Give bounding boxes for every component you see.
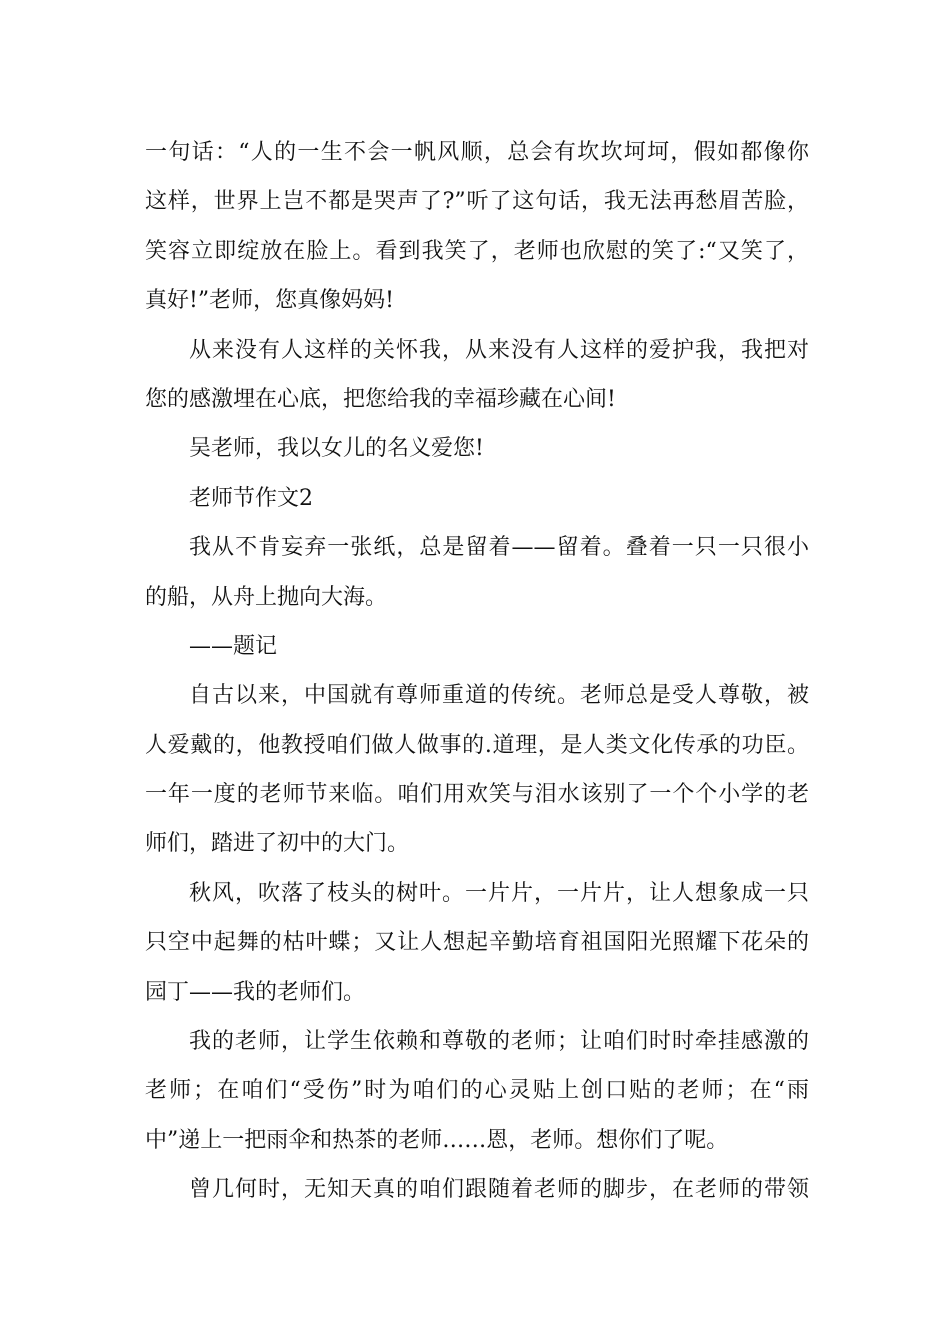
text-line: 我的老师，让学生依赖和尊敬的老师；让咱们时时牵挂感激的: [189, 1029, 809, 1055]
text-line: 只空中起舞的枯叶蝶；又让人想起辛勤培育祖国阳光照耀下花朵的: [145, 930, 809, 956]
section-title: [145, 474, 809, 523]
text-line: 一句话：“人的一生不会一帆风顺，总会有坎坎坷坷，假如都像你: [145, 140, 809, 165]
paragraph: [145, 424, 809, 473]
text-line: 笑容立即绽放在脸上。看到我笑了，老师也欣慰的笑了:“又笑了，: [145, 238, 809, 264]
text-line: 吴老师，我以女儿的名义爱您!: [189, 436, 484, 462]
text-line: 您的感激埋在心底，把您给我的幸福珍藏在心间!: [145, 386, 616, 412]
text-line: 老师节作文2: [189, 485, 313, 511]
epigraph-attribution: [145, 622, 809, 671]
paragraph: [145, 128, 809, 326]
paragraph: [145, 671, 809, 869]
text-line: 老师；在咱们“受伤”时为咱们的心灵贴上创口贴的老师；在“雨: [145, 1078, 809, 1104]
text-line: 秋风，吹落了枝头的树叶。一片片，一片片，让人想象成一只: [189, 880, 809, 906]
text-line: 园丁——我的老师们。: [145, 979, 366, 1005]
text-line: ——题记: [189, 633, 278, 659]
text-line: 曾几何时，无知天真的咱们跟随着老师的脚步，在老师的带领: [189, 1177, 809, 1203]
paragraph: [145, 523, 809, 622]
text-line: 从来没有人这样的关怀我，从来没有人这样的爱护我，我把对: [189, 337, 809, 363]
text-line: 人爱戴的，他教授咱们做人做事的.道理，是人类文化传承的功臣。: [145, 732, 809, 758]
paragraph: [145, 1017, 809, 1165]
text-line: 自古以来，中国就有尊师重道的传统。老师总是受人尊敬，被: [189, 683, 809, 709]
text-line: 中”递上一把雨伞和热茶的老师……恩，老师。想你们了呢。: [145, 1127, 729, 1153]
text-line: 的船，从舟上抛向大海。: [145, 584, 388, 610]
paragraph: [145, 326, 809, 425]
text-line: 我从不肯妄弃一张纸，总是留着——留着。叠着一只一只很小: [189, 535, 809, 561]
text-line: 真好!”老师，您真像妈妈!: [145, 288, 394, 314]
text-line: 师们，踏进了初中的大门。: [145, 831, 410, 857]
paragraph: [145, 869, 809, 1017]
text-line: 这样，世界上岂不都是哭声了?”听了这句话，我无法再愁眉苦脸，: [145, 189, 809, 215]
document-page: [145, 128, 809, 1215]
paragraph: [145, 1165, 809, 1214]
text-line: 一年一度的老师节来临。咱们用欢笑与泪水该别了一个个小学的老: [145, 782, 809, 808]
